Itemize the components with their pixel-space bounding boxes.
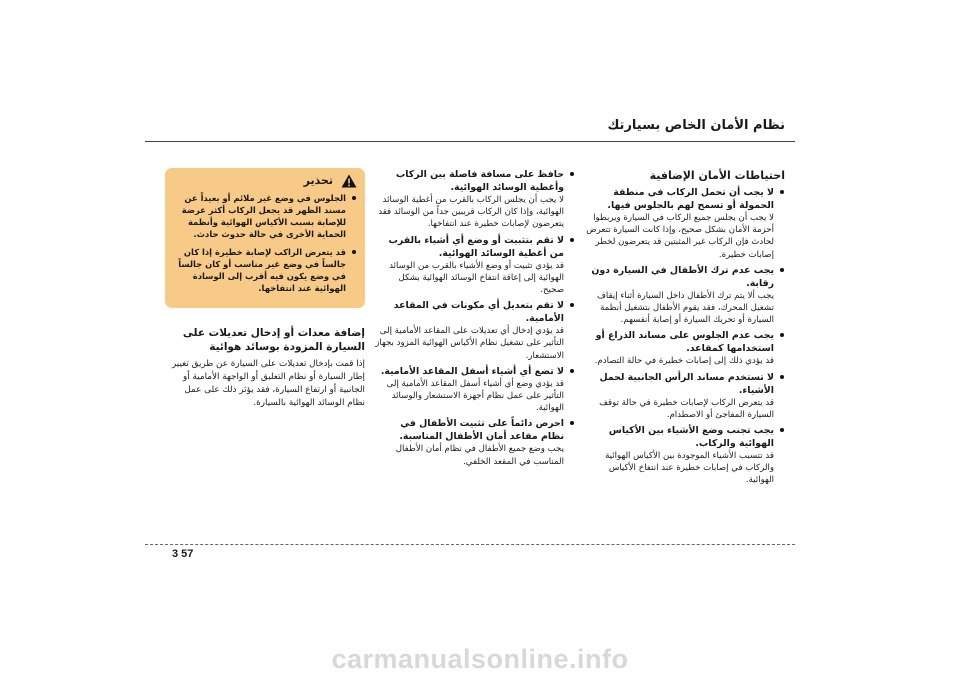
list-item xyxy=(375,365,575,415)
page-number: 3 57 xyxy=(172,548,194,560)
item-body: لا يجب أن يجلس الركاب بالقرب من أغطية الوسائد الهوائية، وإذا كان الركاب قريبين جداً من الوسائد فقد يتعرضون لإصابات خطيرة عند انتفاخها. xyxy=(378,195,564,230)
warning-triangle-icon xyxy=(341,174,357,188)
list-item xyxy=(375,234,575,297)
item-heading: يجب تجنب وضع الأشياء بين الأكياس الهوائية والركاب. xyxy=(608,425,774,450)
item-body: قد يؤدي إدخال أي تعديلات على المقاعد الأمامية إلى التأثير على تشغيل نظام الأكياس الهوائية المزود بجهاز الاستشعار. xyxy=(375,326,564,361)
warning-item: الجلوس في وضع غير ملائم أو بعيداً عن مسند الظهر قد يجعل الركاب أكثر عرضة للإصابة بسبب الأكياس الهوائية وأنظمة الحماية الأخرى في حالة حدوث حادث. xyxy=(173,192,357,240)
warning-box xyxy=(165,168,365,308)
item-heading: لا تضع أي أشياء أسفل المقاعد الأمامية. xyxy=(380,365,564,377)
modifications-title: إضافة معدات أو إدخال تعديلات على السيارة المزودة بوسائد هوائية xyxy=(182,327,365,353)
item-body: يجب ألا يتم ترك الأطفال داخل السيارة أثناء إيقاف تشغيل المحرك، فقد يقوم الأطفال بتشغيل أنظمة السيارة أو تحريك السيارة أو إصابة أنفسهم. xyxy=(596,290,774,326)
middle-column xyxy=(375,168,575,471)
item-heading: لا تقم بتثبيت أو وضع أي أشياء بالقرب من أغطية الوسائد الهوائية. xyxy=(388,234,564,259)
list-item xyxy=(585,424,785,487)
list-item xyxy=(585,371,785,421)
warning-header xyxy=(173,174,357,188)
section-title-safety: احتياطات الأمان الإضافية xyxy=(649,169,785,182)
safety-list xyxy=(585,186,785,487)
warning-list xyxy=(173,192,357,294)
header-divider xyxy=(145,141,795,142)
right-column xyxy=(585,168,785,490)
list-item xyxy=(375,299,575,362)
item-heading: يجب عدم الجلوس على مساند الذراع أو استخدامها كمقاعد. xyxy=(595,330,774,355)
watermark: carmanualsonline.info xyxy=(331,644,629,674)
airbag-list xyxy=(375,168,575,468)
list-item xyxy=(375,168,575,231)
warning-title: تحذير xyxy=(303,174,333,187)
item-body: قد يؤدي ذلك إلى إصابات خطيرة في حالة التصادم. xyxy=(594,356,774,367)
modifications-body: إذا قمت بإدخال تعديلات على السيارة عن طريق تغيير إطار السيارة أو نظام التعليق أو الواجهة الأمامية أو الجانبية أو ارتفاع السيارة، فقد يؤثر ذلك على عمل نظام الوسائد الهوائية بالسيارة. xyxy=(171,359,365,408)
list-item xyxy=(585,186,785,261)
item-heading: لا تقم بتعديل أي مكونات في المقاعد الأمامية. xyxy=(393,300,564,325)
item-heading: حافظ على مسافة فاصلة بين الركاب وأغطية الوسائد الهوائية. xyxy=(395,169,564,193)
list-item xyxy=(375,417,575,467)
warning-item: قد يتعرض الراكب لإصابة خطيرة إذا كان جالساً في وضع غير مناسب أو كان جالساً في وضع يكون فيه أقرب إلى الوسادة الهوائية عند انتفاخها. xyxy=(173,246,357,294)
item-body: لا يجب أن يجلس جميع الركاب في السيارة ويربطوا أحزمة الأمان بشكل صحيح، وإذا كانت السيارة تتعرض لحادث فإن الركاب غير المثبتين قد يتعرضون لخطر إصابات خطيرة. xyxy=(586,213,774,260)
item-heading: لا يجب أن تحمل الركاب في منطقة الحمولة أو تسمح لهم بالجلوس فيها. xyxy=(607,187,774,211)
page-header: نظام الأمان الخاص بسيارتك xyxy=(607,118,785,133)
footer-divider xyxy=(145,544,795,545)
list-item xyxy=(585,329,785,367)
item-body: قد تتسبب الأشياء الموجودة بين الأكياس الهوائية والركاب في إصابات خطيرة عند انتفاخ الأكياس الهوائية. xyxy=(605,451,774,486)
item-body: قد يتعرض الركاب لإصابات خطيرة في حالة توقف السيارة المفاجئ أو الاصطدام. xyxy=(599,397,774,420)
left-column xyxy=(165,168,365,410)
item-body: قد يؤدي تثبيت أو وضع الأشياء بالقرب من الوسائد الهوائية إلى إعاقة انتفاخ الوسائد الهوائية بشكل صحيح. xyxy=(389,260,564,296)
item-heading: احرص دائماً على تثبيت الأطفال في نظام مقاعد أمان الأطفال المناسبة. xyxy=(399,418,564,443)
item-heading: لا تستخدم مساند الرأس الجانبية لحمل الأشياء. xyxy=(599,371,774,396)
item-body: يجب وضع جميع الأطفال في نظام أمان الأطفال المناسب في المقعد الخلفي. xyxy=(395,444,564,467)
item-heading: يجب عدم ترك الأطفال في السيارة دون رقابة. xyxy=(591,264,774,289)
list-item xyxy=(585,264,785,327)
item-body: قد يؤدي وضع أي أشياء أسفل المقاعد الأمامية إلى التأثير على عمل نظام أجهزة الاستشعار والوسائد الهوائية. xyxy=(386,378,564,414)
